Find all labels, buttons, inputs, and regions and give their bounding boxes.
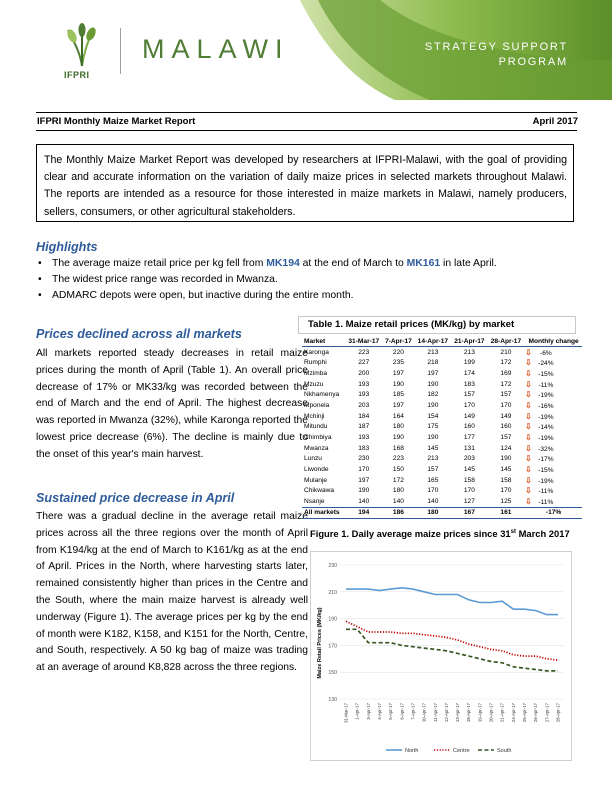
y-axis-label: Maize Retail Prices (MK/kg) bbox=[317, 607, 323, 679]
price-cell: 183 bbox=[463, 380, 475, 388]
price-cell: 170 bbox=[463, 402, 475, 410]
price-cell: 170 bbox=[500, 402, 512, 410]
price-cell: 175 bbox=[427, 423, 439, 431]
price-cell: 169 bbox=[500, 370, 512, 378]
price-cell: 140 bbox=[392, 497, 404, 505]
price-cell: 190 bbox=[427, 380, 439, 388]
bullet-icon: • bbox=[38, 258, 42, 269]
change-cell: ⇩ -11% bbox=[525, 379, 554, 389]
x-tick-label: 27-Apr-17 bbox=[544, 703, 550, 723]
x-tick-label: 19-Apr-17 bbox=[477, 703, 483, 723]
table-row bbox=[302, 432, 582, 443]
x-tick-label: 28-Apr-17 bbox=[555, 703, 561, 723]
change-cell: ⇩ -16% bbox=[525, 401, 554, 411]
market-cell: Liwonde bbox=[304, 465, 329, 473]
down-arrow-icon: ⇩ bbox=[525, 422, 532, 432]
y-tick-label: 130 bbox=[328, 697, 337, 703]
market-cell: Mponela bbox=[304, 402, 330, 410]
price-cell: 158 bbox=[463, 476, 475, 484]
x-tick-label: 11-Apr-17 bbox=[432, 703, 438, 722]
change-cell: ⇩ -19% bbox=[525, 432, 554, 442]
price-cell: 194 bbox=[344, 507, 381, 519]
price-cell: 193 bbox=[358, 433, 370, 441]
table-header-cell: 28-Apr-17 bbox=[487, 336, 524, 347]
x-tick-label: 13-Apr-17 bbox=[455, 703, 461, 723]
figure-caption-text: Figure 1. Daily average maize prices since 31 bbox=[310, 528, 511, 539]
change-cell: ⇩ -19% bbox=[525, 390, 554, 400]
market-cell: Mchinji bbox=[304, 412, 325, 420]
price-cell: 125 bbox=[500, 497, 512, 505]
bullet-icon: • bbox=[38, 274, 42, 285]
y-tick-label: 230 bbox=[328, 563, 337, 569]
table-header-cell: 21-Apr-17 bbox=[450, 336, 487, 347]
price-cell: 161 bbox=[487, 507, 524, 519]
top-rule bbox=[36, 112, 577, 113]
change-cell: ⇩ -15% bbox=[525, 369, 554, 379]
bottom-rule bbox=[36, 130, 577, 131]
legend-label: South bbox=[497, 748, 512, 754]
x-tick-label: 18-Apr-17 bbox=[466, 703, 472, 723]
price-cell: 190 bbox=[500, 455, 512, 463]
brand-title: MALAWI bbox=[142, 34, 290, 64]
program-line-1: STRATEGY SUPPORT bbox=[424, 41, 568, 53]
price-cell: 158 bbox=[500, 476, 512, 484]
price-cell: 127 bbox=[463, 497, 475, 505]
highlight-bullet-2 bbox=[38, 274, 578, 285]
price-cell: 183 bbox=[358, 444, 370, 452]
table-header-cell: Monthly change bbox=[523, 336, 582, 347]
price-cell: 235 bbox=[392, 359, 404, 367]
price-cell: 157 bbox=[500, 391, 512, 399]
price-cell: 184 bbox=[358, 412, 370, 420]
price-chart bbox=[310, 551, 572, 761]
figure-caption-end: March 2017 bbox=[515, 528, 570, 539]
price-cell: 174 bbox=[463, 370, 475, 378]
market-cell: Mzimba bbox=[304, 370, 328, 378]
price-cell: 140 bbox=[427, 497, 439, 505]
bullet-2-text: The widest price range was recorded in Mwanza. bbox=[52, 274, 278, 285]
price-cell: 168 bbox=[392, 444, 404, 452]
price-cell: 172 bbox=[500, 380, 512, 388]
price-cell: 160 bbox=[463, 423, 475, 431]
market-cell: Mulanje bbox=[304, 476, 328, 484]
price-cell: 131 bbox=[463, 444, 475, 452]
change-cell: ⇩ -6% bbox=[525, 347, 552, 357]
price-cell: 157 bbox=[500, 433, 512, 441]
price-cell: 167 bbox=[450, 507, 487, 519]
change-cell: ⇩ -14% bbox=[525, 422, 554, 432]
table-header-cell: 14-Apr-17 bbox=[414, 336, 451, 347]
highlight-bullet-3 bbox=[38, 290, 578, 301]
y-tick-label: 150 bbox=[328, 670, 337, 677]
price-cell: 150 bbox=[392, 465, 404, 473]
figure-caption bbox=[310, 528, 570, 539]
price-cell: 197 bbox=[358, 476, 370, 484]
bullet-1-value-end: MK161 bbox=[406, 258, 441, 269]
price-cell: 172 bbox=[392, 476, 404, 484]
market-cell: Chimbiya bbox=[304, 433, 332, 441]
market-cell: Rumphi bbox=[304, 359, 327, 367]
table-header-cell: Market bbox=[302, 336, 344, 347]
logo-text: IFPRI bbox=[64, 70, 90, 80]
price-cell: 190 bbox=[392, 380, 404, 388]
change-cell: ⇩ -17% bbox=[525, 454, 554, 464]
table-row bbox=[302, 475, 582, 486]
logo-divider bbox=[120, 28, 121, 74]
price-cell: 180 bbox=[414, 507, 451, 519]
down-arrow-icon: ⇩ bbox=[525, 464, 532, 474]
change-cell: -17% bbox=[523, 507, 582, 519]
x-tick-label: 26-Apr-17 bbox=[533, 703, 539, 723]
price-cell: 187 bbox=[358, 423, 370, 431]
table-header-cell: 7-Apr-17 bbox=[381, 336, 413, 347]
price-cell: 157 bbox=[463, 391, 475, 399]
down-arrow-icon: ⇩ bbox=[525, 496, 532, 506]
table-row bbox=[302, 368, 582, 379]
price-cell: 190 bbox=[392, 433, 404, 441]
price-cell: 200 bbox=[358, 370, 370, 378]
down-arrow-icon: ⇩ bbox=[525, 475, 532, 485]
price-cell: 193 bbox=[358, 391, 370, 399]
table-row bbox=[302, 443, 582, 454]
x-tick-label: 12-Apr-17 bbox=[443, 703, 449, 723]
price-cell: 220 bbox=[392, 348, 404, 356]
x-tick-label: 31-Mar-17 bbox=[343, 703, 349, 723]
chart-frame bbox=[311, 552, 572, 761]
ifpri-logo-icon bbox=[62, 22, 102, 68]
market-cell: Lunzu bbox=[304, 455, 322, 463]
change-cell: ⇩ -19% bbox=[525, 475, 554, 485]
price-cell: 193 bbox=[358, 380, 370, 388]
down-arrow-icon: ⇩ bbox=[525, 454, 532, 464]
price-cell: 182 bbox=[427, 391, 439, 399]
price-cell: 172 bbox=[500, 359, 512, 367]
down-arrow-icon: ⇩ bbox=[525, 411, 532, 421]
price-cell: 180 bbox=[392, 423, 404, 431]
x-tick-label: 25-Apr-17 bbox=[522, 703, 528, 723]
down-arrow-icon: ⇩ bbox=[525, 401, 532, 411]
x-tick-label: 7-Apr-17 bbox=[410, 703, 416, 720]
down-arrow-icon: ⇩ bbox=[525, 486, 532, 496]
figure-caption-sup: st bbox=[510, 528, 516, 535]
table-row bbox=[302, 379, 582, 390]
price-cell: 145 bbox=[427, 444, 439, 452]
price-cell: 213 bbox=[427, 455, 439, 463]
table-total-row bbox=[302, 507, 582, 519]
price-cell: 203 bbox=[358, 402, 370, 410]
down-arrow-icon: ⇩ bbox=[525, 390, 532, 400]
down-arrow-icon: ⇩ bbox=[525, 347, 532, 357]
price-cell: 203 bbox=[463, 455, 475, 463]
price-cell: 190 bbox=[358, 487, 370, 495]
price-cell: 197 bbox=[392, 370, 404, 378]
change-cell: ⇩ -19% bbox=[525, 411, 554, 421]
down-arrow-icon: ⇩ bbox=[525, 369, 532, 379]
bullet-1-value-start: MK194 bbox=[266, 258, 300, 269]
price-cell: 149 bbox=[463, 412, 475, 420]
market-cell: Nkhamenya bbox=[304, 391, 340, 399]
price-cell: 154 bbox=[427, 412, 439, 420]
program-line-2: PROGRAM bbox=[498, 56, 568, 68]
price-cell: 164 bbox=[392, 412, 404, 420]
y-tick-label: 190 bbox=[328, 616, 337, 623]
table-row bbox=[302, 358, 582, 369]
section-1-title: Prices declined across all markets bbox=[36, 327, 242, 341]
price-cell: 170 bbox=[427, 487, 439, 495]
table-row bbox=[302, 411, 582, 422]
price-cell: 213 bbox=[427, 348, 439, 356]
price-cell: 223 bbox=[392, 455, 404, 463]
x-tick-label: 1-Apr-17 bbox=[354, 703, 360, 720]
change-cell: ⇩ -15% bbox=[525, 464, 554, 474]
market-cell: Karonga bbox=[304, 348, 329, 356]
price-cell: 218 bbox=[427, 359, 439, 367]
change-cell: ⇩ -32% bbox=[525, 443, 554, 453]
bullet-3-text: ADMARC depots were open, but inactive during the entire month. bbox=[52, 290, 354, 301]
price-cell: 165 bbox=[427, 476, 439, 484]
table-row bbox=[302, 485, 582, 496]
table-row bbox=[302, 390, 582, 401]
market-cell: Chikwawa bbox=[304, 487, 335, 495]
x-tick-label: 10-Apr-17 bbox=[421, 703, 427, 723]
price-cell: 170 bbox=[500, 487, 512, 495]
report-date: April 2017 bbox=[532, 116, 578, 127]
price-cell: 186 bbox=[381, 507, 413, 519]
table-header-row bbox=[302, 336, 582, 347]
program-name bbox=[418, 40, 568, 70]
report-title: IFPRI Monthly Maize Market Report bbox=[37, 116, 196, 127]
change-cell: ⇩ -24% bbox=[525, 358, 554, 368]
table-body bbox=[302, 347, 582, 519]
x-tick-label: 3-Apr-17 bbox=[365, 703, 371, 720]
table-row bbox=[302, 421, 582, 432]
highlight-bullet-1 bbox=[38, 258, 578, 269]
legend-label: North bbox=[405, 748, 419, 754]
x-tick-label: 20-Apr-17 bbox=[488, 703, 494, 723]
highlights-title: Highlights bbox=[36, 240, 98, 254]
price-cell: 177 bbox=[463, 433, 475, 441]
price-cell: 170 bbox=[358, 465, 370, 473]
table-row bbox=[302, 400, 582, 411]
market-cell: Mitundu bbox=[304, 423, 328, 431]
x-tick-label: 24-Apr-17 bbox=[510, 703, 516, 723]
x-tick-label: 5-Apr-17 bbox=[388, 703, 394, 720]
market-cell: Mzuzu bbox=[304, 380, 324, 388]
x-tick-label: 21-Apr-17 bbox=[499, 703, 505, 723]
price-cell: 145 bbox=[500, 465, 512, 473]
price-cell: 145 bbox=[463, 465, 475, 473]
bullet-icon: • bbox=[38, 290, 42, 301]
price-cell: 185 bbox=[392, 391, 404, 399]
price-cell: 197 bbox=[427, 370, 439, 378]
price-cell: 124 bbox=[500, 444, 512, 452]
table-header-cell: 31-Mar-17 bbox=[344, 336, 381, 347]
price-cell: 199 bbox=[463, 359, 475, 367]
change-cell: ⇩ -11% bbox=[525, 496, 554, 506]
x-tick-label: 6-Apr-17 bbox=[399, 703, 405, 720]
section-2-body: There was a gradual decline in the average retail maize prices across all the three regions over the month of April from K194/kg at the end of March to K161/kg as at the end of April. Prices in the North, where harvesting starts later, remained consistently higher than prices in the Centre and the South, where the main maize harvest is already well underway (Figure 1). The average prices per kg by the end of month were K182, K158, and K151 for the North, Centre, and South, respectively. A 50 kg bag of maize was trading at an average of around K8,828 across the three regions. bbox=[36, 511, 308, 674]
price-cell: 170 bbox=[463, 487, 475, 495]
bullet-1-text-end: in late April. bbox=[440, 258, 497, 269]
down-arrow-icon: ⇩ bbox=[525, 379, 532, 389]
price-cell: 149 bbox=[500, 412, 512, 420]
y-tick-label: 210 bbox=[328, 589, 337, 596]
price-cell: 140 bbox=[358, 497, 370, 505]
price-cell: 180 bbox=[392, 487, 404, 495]
price-cell: 190 bbox=[427, 402, 439, 410]
bullet-1-text-mid: at the end of March to bbox=[299, 258, 407, 269]
down-arrow-icon: ⇩ bbox=[525, 443, 532, 453]
down-arrow-icon: ⇩ bbox=[525, 358, 532, 368]
section-2-title: Sustained price decrease in April bbox=[36, 491, 235, 505]
price-cell: 190 bbox=[427, 433, 439, 441]
price-cell: 227 bbox=[358, 359, 370, 367]
price-cell: 160 bbox=[500, 423, 512, 431]
intro-box: The Monthly Maize Market Report was developed by researchers at IFPRI-Malawi, with the goal of providing clear and accurate information on the variation of daily maize prices in selected markets throughout Malawi. The reports are intended as a resource for those interested in maize markets in Malawi, namely producers, sellers, consumers, or other agricultural stakeholders. bbox=[36, 144, 574, 222]
market-cell: Mwanza bbox=[304, 444, 329, 452]
price-cell: 213 bbox=[463, 348, 475, 356]
price-cell: 197 bbox=[392, 402, 404, 410]
price-cell: 157 bbox=[427, 465, 439, 473]
section-1-body: All markets reported steady decreases in retail maize prices during the month of April (Table 1). An overall price decrease of 17% or MK33/kg was recorded between the end of March and the end of April. The highest decrease was reported in Mwanza (32%), while Karonga reported the lowest price decrease (6%). The decline is mainly due to the onset of this year's main harvest. bbox=[36, 348, 308, 460]
price-table bbox=[302, 336, 582, 519]
price-cell: 210 bbox=[500, 348, 512, 356]
table-row bbox=[302, 464, 582, 475]
market-cell: Nsanje bbox=[304, 497, 325, 505]
bullet-1-text: The average maize retail price per kg fell from bbox=[52, 258, 267, 269]
table-row bbox=[302, 453, 582, 464]
y-tick-label: 170 bbox=[328, 643, 337, 650]
x-tick-label: 4-Apr-17 bbox=[376, 703, 382, 720]
change-cell: ⇩ -11% bbox=[525, 486, 554, 496]
down-arrow-icon: ⇩ bbox=[525, 432, 532, 442]
price-cell: 223 bbox=[358, 348, 370, 356]
price-cell: 230 bbox=[358, 455, 370, 463]
table-caption: Table 1. Maize retail prices (MK/kg) by market bbox=[298, 316, 576, 334]
table-row bbox=[302, 496, 582, 507]
market-cell: All markets bbox=[302, 507, 344, 519]
table-row bbox=[302, 347, 582, 358]
legend-label: Centre bbox=[453, 748, 470, 754]
